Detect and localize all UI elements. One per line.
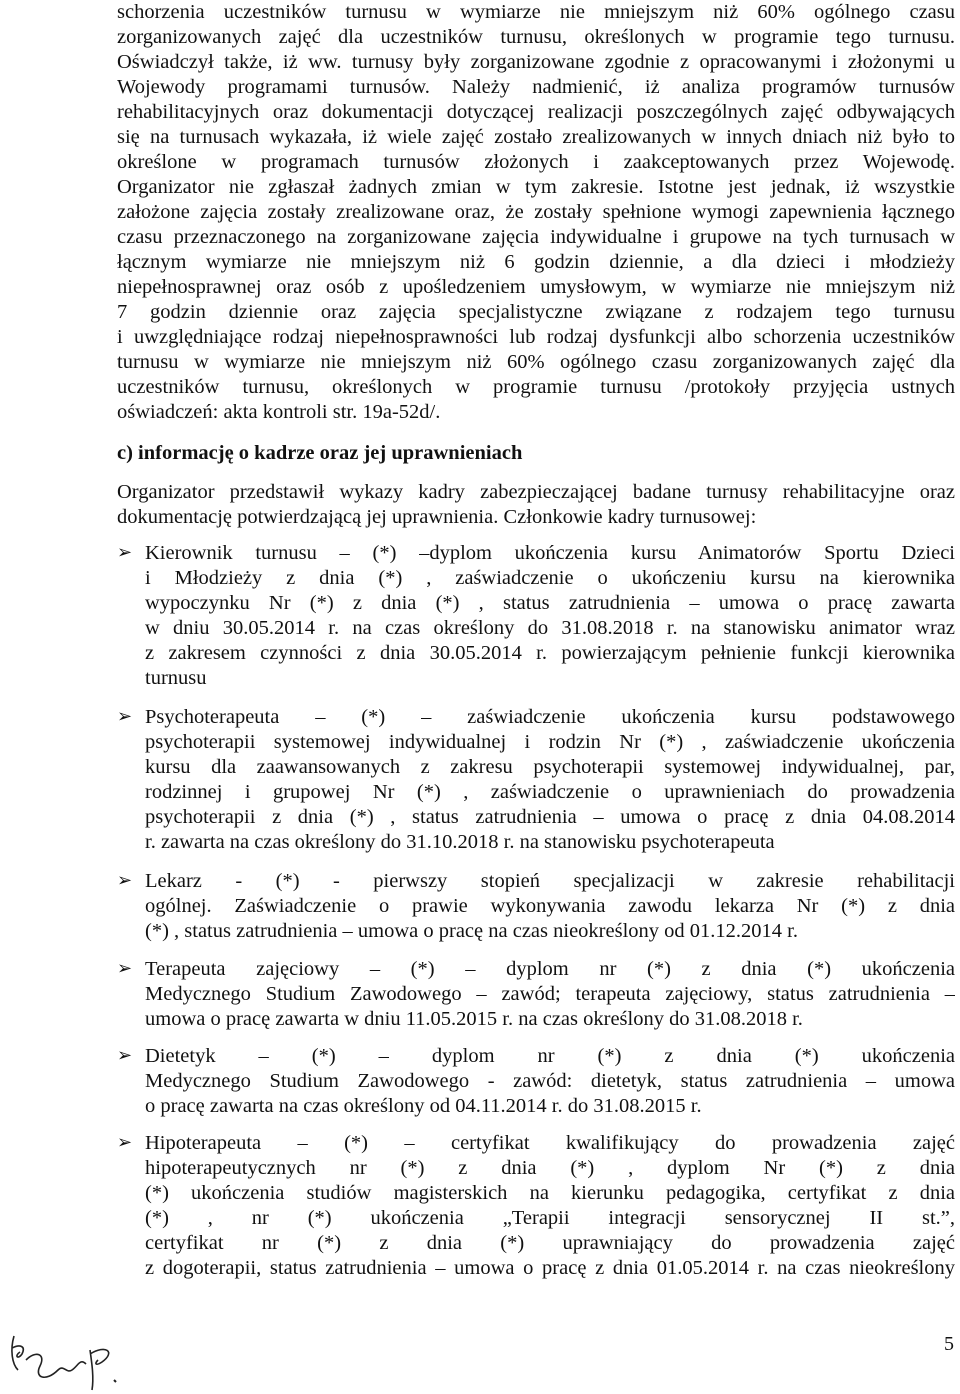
- paragraph-line: schorzenia uczestników turnusu w wymiarze nie mniejszym niż 60% ogólnego czasu: [117, 1, 955, 23]
- bullet-arrow-icon: ➢: [117, 542, 133, 563]
- list-item-line: turnusu: [145, 667, 207, 689]
- paragraph-line: Wojewody programami turnusów. Należy nadmienić, iż analiza programów turnusów: [117, 76, 955, 98]
- list-item-line: umowa o pracę zawarta w dniu 11.05.2015 r. na czas określony do 31.08.2018 r.: [145, 1008, 803, 1030]
- list-item-line: Terapeuta zajęciowy – (*) – dyplom nr (*) z dnia (*) ukończenia: [145, 958, 955, 980]
- page-number: 5: [944, 1333, 954, 1355]
- list-item-line: i Młodzieży z dnia (*) , zaświadczenie o ukończeniu kursu na kierownika: [145, 567, 955, 589]
- paragraph-line: turnusu w wymiarze nie mniejszym niż 60% ogólnego czasu zorganizowanych zajęć dla: [117, 351, 955, 373]
- paragraph-line: dokumentację potwierdzającą jej uprawnienia. Członkowie kadry turnusowej:: [117, 506, 757, 528]
- list-item-line: wypoczynku Nr (*) z dnia (*) , status zatrudnienia – umowa o pracę zawarta: [145, 592, 955, 614]
- paragraph-line: niepełnosprawnej oraz osób z upośledzeniem umysłowym, w wymiarze nie mniejszym niż: [117, 276, 955, 298]
- list-item-line: Dietetyk – (*) – dyplom nr (*) z dnia (*) ukończenia: [145, 1045, 955, 1067]
- list-item-line: Medycznego Studium Zawodowego - zawód: dietetyk, status zatrudnienia – umowa: [145, 1070, 955, 1092]
- paragraph-line: czasu przeznaczonego na zorganizowane zajęcia indywidualne i grupowe na tych turnusach w: [117, 226, 955, 248]
- bullet-arrow-icon: ➢: [117, 958, 133, 979]
- list-item-line: o pracę zawarta na czas określony od 04.11.2014 r. do 31.08.2015 r.: [145, 1095, 702, 1117]
- list-item-line: kursu dla zaawansowanych z zakresu psychoterapii systemowej indywidualnej, par,: [145, 756, 955, 778]
- list-item-line: Psychoterapeuta – (*) – zaświadczenie ukończenia kursu podstawowego: [145, 706, 955, 728]
- handwritten-signature: [6, 1330, 136, 1392]
- paragraph-line: określone w programach turnusów złożonych i zaakceptowanych przez Wojewodę.: [117, 151, 955, 173]
- paragraph-line: 7 godzin dziennie oraz zajęcia specjalistyczne związane z rodzajem tego turnusu: [117, 301, 955, 323]
- list-item-line: rodzinnej i grupowej Nr (*) , zaświadczenie o uprawnieniach do prowadzenia: [145, 781, 955, 803]
- list-item-line: certyfikat nr (*) z dnia (*) uprawniający do prowadzenia zajęć: [145, 1232, 955, 1254]
- list-item-line: Medycznego Studium Zawodowego – zawód; terapeuta zajęciowy, status zatrudnienia –: [145, 983, 955, 1005]
- list-item-line: psychoterapii z dnia (*) , status zatrudnienia – umowa o pracę z dnia 04.08.2014: [145, 806, 955, 828]
- list-item-line: (*) , nr (*) ukończenia „Terapii integracji sensorycznej II st.”,: [145, 1207, 955, 1229]
- paragraph-line: uczestników turnusu, określonych w programie turnusu /protokoły przyjęcia ustnych: [117, 376, 955, 398]
- list-item-line: Kierownik turnusu – (*) –dyplom ukończenia kursu Animatorów Sportu Dzieci: [145, 542, 955, 564]
- list-item-line: Lekarz - (*) - pierwszy stopień specjalizacji w zakresie rehabilitacji: [145, 870, 955, 892]
- paragraph-line: Organizator przedstawił wykazy kadry zabezpieczającej badane turnusy rehabilitacyjne oraz: [117, 481, 955, 503]
- paragraph-line: Oświadczył także, iż ww. turnusy były zorganizowane zgodnie z opracowanymi i złożonymi u: [117, 51, 955, 73]
- paragraph-line: Organizator nie zgłaszał żadnych zmian w tym zakresie. Istotne jest jednak, iż wszystkie: [117, 176, 955, 198]
- list-item-line: Hipoterapeuta – (*) – certyfikat kwalifikujący do prowadzenia zajęć: [145, 1132, 955, 1154]
- list-item-line: w dniu 30.05.2014 r. na czas określony do 31.08.2018 r. na stanowisku animator wraz: [145, 617, 955, 639]
- list-item-line: ogólnej. Zaświadczenie o prawie wykonywania zawodu lekarza Nr (*) z dnia: [145, 895, 955, 917]
- list-item-line: hipoterapeutycznych nr (*) z dnia (*) , dyplom Nr (*) z dnia: [145, 1157, 955, 1179]
- bullet-arrow-icon: ➢: [117, 1045, 133, 1066]
- paragraph-line: zorganizowanych zajęć dla uczestników turnusu, określonych w programie tego turnusu.: [117, 26, 955, 48]
- section-heading: c) informację o kadrze oraz jej uprawnieniach: [117, 442, 523, 464]
- list-item-line: r. zawarta na czas określony do 31.10.2018 r. na stanowisku psychoterapeuta: [145, 831, 775, 853]
- paragraph-line: łącznym wymiarze nie mniejszym niż 6 godzin dziennie, a dla dzieci i młodzieży: [117, 251, 955, 273]
- list-item-line: z dogoterapii, status zatrudnienia – umowa o pracę z dnia 01.05.2014 r. na czas nieokreślony: [145, 1257, 955, 1279]
- paragraph-line: oświadczeń: akta kontroli str. 19a-52d/.: [117, 401, 441, 423]
- bullet-arrow-icon: ➢: [117, 1132, 133, 1153]
- list-item-line: psychoterapii systemowej indywidualnej i rodzin Nr (*) , zaświadczenie ukończenia: [145, 731, 955, 753]
- paragraph-line: i uwzględniające rodzaj niepełnosprawności lub rodzaj dysfunkcji albo schorzenia uczestników: [117, 326, 955, 348]
- bullet-arrow-icon: ➢: [117, 706, 133, 727]
- list-item-line: z zakresem czynności z dnia 30.05.2014 r. powierzającym pełnienie funkcji kierownika: [145, 642, 955, 664]
- paragraph-line: założone zajęcia zostały zrealizowane oraz, że zostały spełnione wymogi zapewnienia łącznego: [117, 201, 955, 223]
- list-item-line: (*) ukończenia studiów magisterskich na kierunku pedagogika, certyfikat z dnia: [145, 1182, 955, 1204]
- bullet-arrow-icon: ➢: [117, 870, 133, 891]
- list-item-line: (*) , status zatrudnienia – umowa o pracę na czas nieokreślony od 01.12.2014 r.: [145, 920, 798, 942]
- paragraph-line: rehabilitacyjnych oraz dokumentacji dotyczącej realizacji poszczególnych zajęć odbywających: [117, 101, 955, 123]
- paragraph-line: się na turnusach wykazała, iż wiele zajęć zostało zrealizowanych w innych dniach niż było to: [117, 126, 955, 148]
